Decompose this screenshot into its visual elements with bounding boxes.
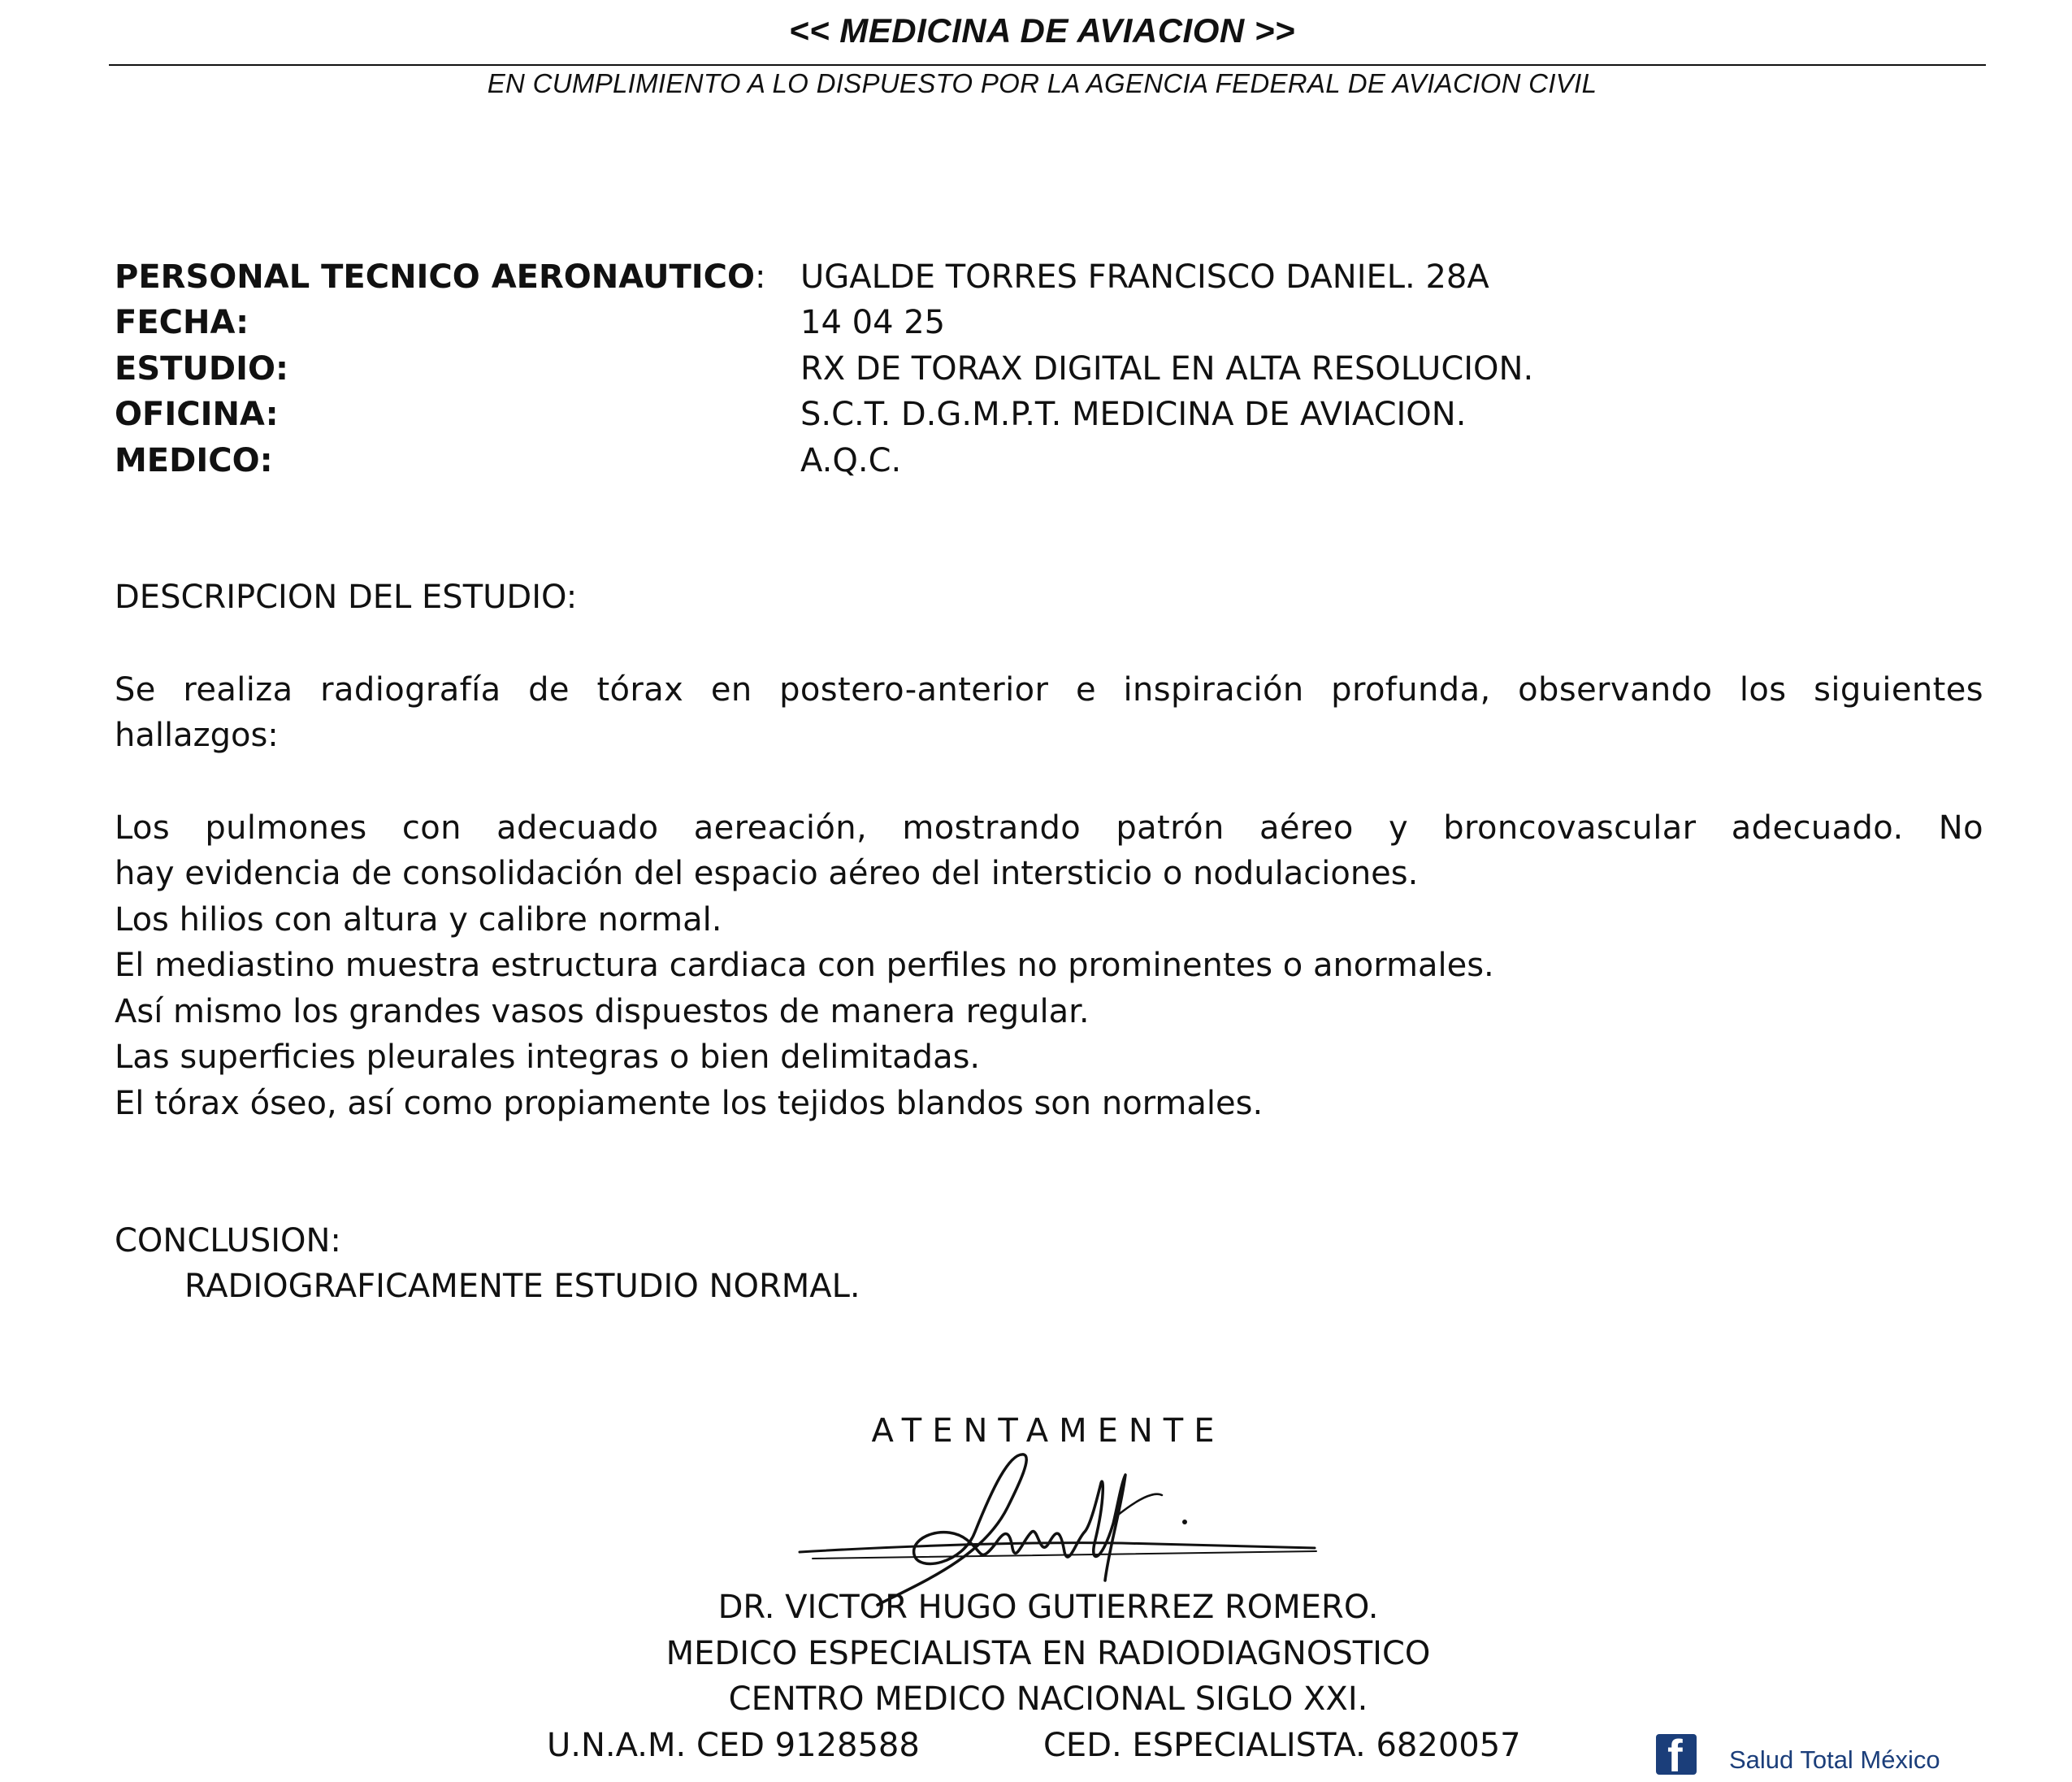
estudio-value: RX DE TORAX DIGITAL EN ALTA RESOLUCION. — [800, 350, 1534, 388]
conclusion-heading: CONCLUSION: — [115, 1222, 341, 1260]
facebook-icon: f — [1656, 1734, 1697, 1775]
document-title: << MEDICINA DE AVIACION >> — [789, 11, 1295, 50]
oficina-label: OFICINA: — [115, 396, 279, 433]
personal-label: PERSONAL TECNICO AERONAUTICO: — [115, 258, 766, 296]
intro-line-2: hallazgos: — [115, 717, 279, 754]
personal-value: UGALDE TORRES FRANCISCO DANIEL. 28A — [800, 258, 1489, 296]
intro-line-1: Se realiza radiografía de tórax en postero-anterior e inspiración profunda, observando los siguientes — [115, 671, 1983, 709]
oficina-value: S.C.T. D.G.M.P.T. MEDICINA DE AVIACION. — [800, 396, 1467, 433]
signer-name: DR. VICTOR HUGO GUTIERREZ ROMERO. — [717, 1589, 1379, 1626]
facebook-page-label: Salud Total México — [1729, 1745, 1940, 1774]
fecha-label: FECHA: — [115, 304, 249, 341]
header-rule — [109, 64, 1986, 66]
document-subtitle: EN CUMPLIMIENTO A LO DISPUESTO POR LA AGENCIA FEDERAL DE AVIACION CIVIL — [487, 68, 1597, 98]
findings-line-1: Los pulmones con adecuado aereación, mostrando patrón aéreo y broncovascular adecuado. No — [115, 809, 1983, 847]
findings-line-7: El tórax óseo, así como propiamente los tejidos blandos son normales. — [115, 1085, 1264, 1122]
description-heading: DESCRIPCION DEL ESTUDIO: — [115, 579, 578, 616]
findings-line-4: El mediastino muestra estructura cardiaca con perfiles no prominentes o anormales. — [115, 947, 1494, 984]
findings-line-3: Los hilios con altura y calibre normal. — [115, 901, 722, 939]
medico-label: MEDICO: — [115, 442, 273, 479]
fecha-value: 14 04 25 — [800, 304, 946, 341]
findings-line-5: Así mismo los grandes vasos dispuestos de manera regular. — [115, 993, 1090, 1030]
closing-salutation: ATENTAMENTE — [871, 1412, 1225, 1450]
ced-especialista: CED. ESPECIALISTA. 6820057 — [1043, 1727, 1521, 1764]
medico-value: A.Q.C. — [800, 442, 902, 479]
estudio-label: ESTUDIO: — [115, 350, 288, 388]
ced-unam: U.N.A.M. CED 9128588 — [547, 1727, 920, 1764]
signer-title: MEDICO ESPECIALISTA EN RADIODIAGNOSTICO — [665, 1635, 1431, 1672]
findings-line-2: hay evidencia de consolidación del espacio aéreo del intersticio o nodulaciones. — [115, 855, 1419, 892]
conclusion-text: RADIOGRAFICAMENTE ESTUDIO NORMAL. — [184, 1268, 860, 1305]
findings-line-6: Las superficies pleurales integras o bien delimitadas. — [115, 1038, 981, 1076]
signer-institution: CENTRO MEDICO NACIONAL SIGLO XXI. — [728, 1680, 1368, 1718]
